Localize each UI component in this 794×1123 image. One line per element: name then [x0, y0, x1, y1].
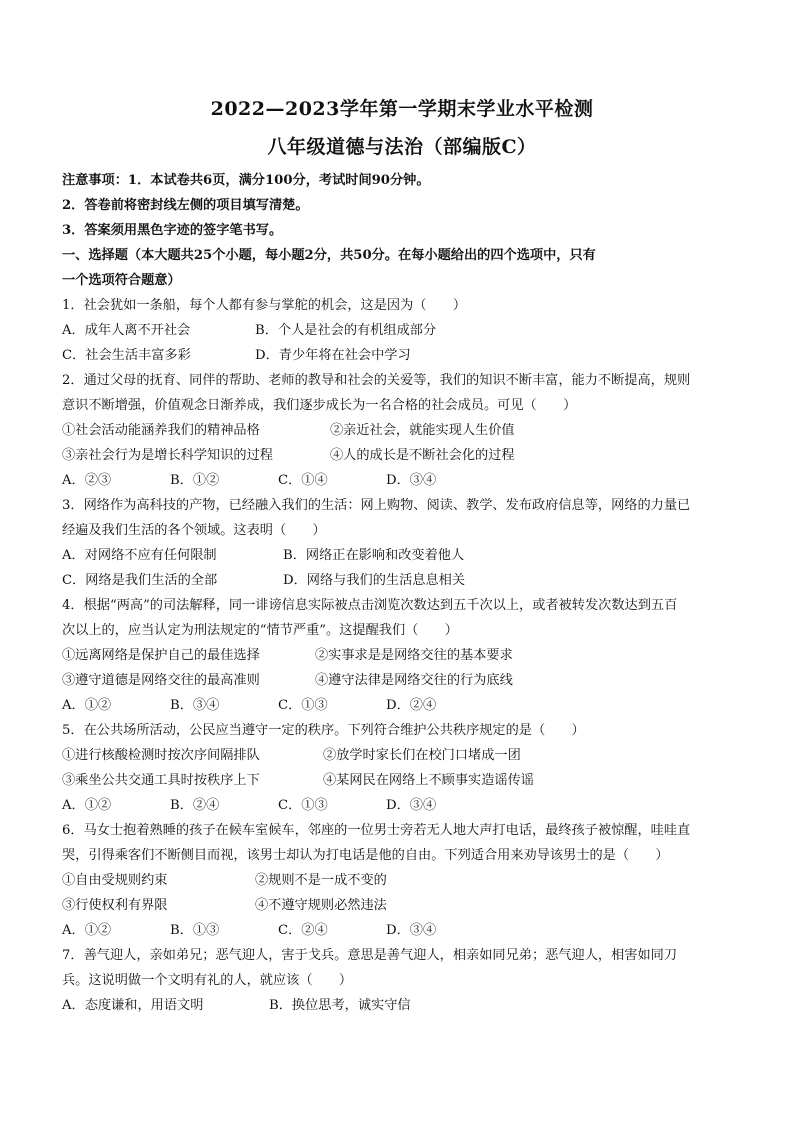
answer-c: C．②④ — [278, 923, 328, 938]
question-stem-cont: 意识不断增强，价值观念日渐养成，我们逐步成长为一名合格的社会成员。可见（ ） — [62, 398, 577, 413]
answer-c: C．①③ — [278, 698, 328, 713]
option-b: B．网络正在影响和改变着他人 — [283, 548, 465, 563]
statement-row — [62, 668, 742, 693]
option-b: B．换位思考，诚实守信 — [269, 998, 411, 1013]
statement-4: ④遵守法律是网络交往的行为底线 — [315, 673, 513, 688]
statement-row — [62, 643, 742, 668]
answer-b: B．①③ — [170, 923, 220, 938]
note-1: 注意事项：1．本试卷共6页，满分100分，考试时间90分钟。 — [62, 173, 430, 188]
answer-b: B．①② — [170, 473, 220, 488]
answer-row — [62, 693, 742, 718]
section-heading-cont: 一个选项符合题意） — [62, 273, 181, 288]
question-7 — [62, 943, 742, 1018]
question-3 — [62, 493, 742, 593]
statement-4: ④不遵守规则必然违法 — [255, 898, 387, 913]
statement-3: ③遵守道德是网络交往的最高准则 — [62, 673, 260, 688]
statement-row — [62, 868, 742, 893]
question-4 — [62, 593, 742, 718]
page-subtitle: 八年级道德与法治（部编版C） — [267, 136, 537, 158]
option-row — [62, 318, 742, 343]
answer-d: D．③④ — [386, 923, 437, 938]
option-a: A．成年人离不开社会 — [62, 323, 191, 338]
question-2 — [62, 368, 742, 493]
question-5 — [62, 718, 742, 818]
statement-row — [62, 418, 742, 443]
answer-row — [62, 793, 742, 818]
option-row — [62, 343, 742, 368]
note-3: 3．答案须用黑色字迹的签字笔书写。 — [62, 223, 283, 238]
question-1 — [62, 293, 742, 368]
option-a: A．态度谦和，用语文明 — [62, 998, 204, 1013]
question-6 — [62, 818, 742, 943]
question-stem: 5．在公共场所活动，公民应当遵守一定的秩序。下列符合维护公共秩序规定的是（ ） — [62, 723, 585, 738]
question-stem: 2．通过父母的抚育、同伴的帮助、老师的教导和社会的关爱等，我们的知识不断丰富，能力不断提高，规则 — [62, 373, 691, 388]
answer-a: A．①② — [62, 798, 112, 813]
answer-d: D．③④ — [386, 473, 437, 488]
answer-b: B．②④ — [170, 798, 220, 813]
answer-c: C．①③ — [278, 798, 328, 813]
statement-1: ①社会活动能涵养我们的精神品格 — [62, 423, 260, 438]
statement-row — [62, 743, 742, 768]
answer-row — [62, 918, 742, 943]
answer-b: B．③④ — [170, 698, 220, 713]
statement-1: ①远离网络是保护自己的最佳选择 — [62, 648, 260, 663]
exam-page — [62, 96, 742, 1018]
option-c: C．网络是我们生活的全部 — [62, 573, 218, 588]
option-b: B．个人是社会的有机组成部分 — [255, 323, 437, 338]
answer-a: A．①② — [62, 923, 112, 938]
question-stem: 6．马女士抱着熟睡的孩子在候车室候车，邻座的一位男士旁若无人地大声打电话，最终孩子被惊醒，哇哇直 — [62, 823, 691, 838]
option-row — [62, 568, 742, 593]
statement-2: ②实事求是是网络交往的基本要求 — [315, 648, 513, 663]
option-d: D．青少年将在社会中学习 — [255, 348, 411, 363]
option-row — [62, 543, 742, 568]
answer-c: C．①④ — [278, 473, 328, 488]
page-title: 2022—2023学年第一学期末学业水平检测 — [210, 98, 594, 120]
answer-d: D．③④ — [386, 798, 437, 813]
answer-a: A．①② — [62, 698, 112, 713]
option-d: D．网络与我们的生活息息相关 — [283, 573, 466, 588]
question-stem: 3．网络作为高科技的产物，已经融入我们的生活：网上购物、阅读、教学、发布政府信息等，网络的力量已 — [62, 498, 691, 513]
question-stem: 1．社会犹如一条船，每个人都有参与掌舵的机会，这是因为（ ） — [62, 298, 467, 313]
question-stem-cont: 次以上的，应当认定为刑法规定的“情节严重”。这提醒我们（ ） — [62, 623, 458, 638]
statement-4: ④人的成长是不断社会化的过程 — [330, 448, 515, 463]
question-stem-cont: 经遍及我们生活的各个领域。这表明（ ） — [62, 523, 326, 538]
question-stem-cont: 哭，引得乘客们不断侧目而视，该男士却认为打电话是他的自由。下列适合用来劝导该男士的是（ ） — [62, 848, 669, 863]
statement-2: ②亲近社会，就能实现人生价值 — [330, 423, 515, 438]
statement-1: ①进行核酸检测时按次序间隔排队 — [62, 748, 260, 763]
statement-3: ③亲社会行为是增长科学知识的过程 — [62, 448, 273, 463]
option-c: C．社会生活丰富多彩 — [62, 348, 191, 363]
statement-2: ②规则不是一成不变的 — [255, 873, 387, 888]
statement-row — [62, 768, 742, 793]
statement-row — [62, 893, 742, 918]
statement-3: ③行使权利有界限 — [62, 898, 168, 913]
option-row — [62, 993, 742, 1018]
answer-row — [62, 468, 742, 493]
question-stem-cont: 兵。这说明做一个文明有礼的人，就应该（ ） — [62, 973, 353, 988]
question-stem: 4．根据“两高”的司法解释，同一诽谤信息实际被点击浏览次数达到五千次以上，或者被转发次数达到五百 — [62, 598, 678, 613]
statement-3: ③乘坐公共交通工具时按秩序上下 — [62, 773, 260, 788]
option-a: A．对网络不应有任何限制 — [62, 548, 217, 563]
statement-row — [62, 443, 742, 468]
question-stem: 7．善气迎人，亲如弟兄；恶气迎人，害于戈兵。意思是善气迎人，相亲如同兄弟；恶气迎人，相害如同刀 — [62, 948, 678, 963]
answer-d: D．②④ — [386, 698, 437, 713]
statement-1: ①自由受规则约束 — [62, 873, 168, 888]
section-heading: 一、选择题（本大题共25个小题，每小题2分，共50分。在每小题给出的四个选项中，只有 — [62, 248, 596, 263]
note-2: 2．答卷前将密封线左侧的项目填写清楚。 — [62, 198, 309, 213]
answer-a: A．②③ — [62, 473, 112, 488]
statement-2: ②放学时家长们在校门口堵成一团 — [323, 748, 521, 763]
statement-4: ④某网民在网络上不顾事实造谣传谣 — [323, 773, 534, 788]
